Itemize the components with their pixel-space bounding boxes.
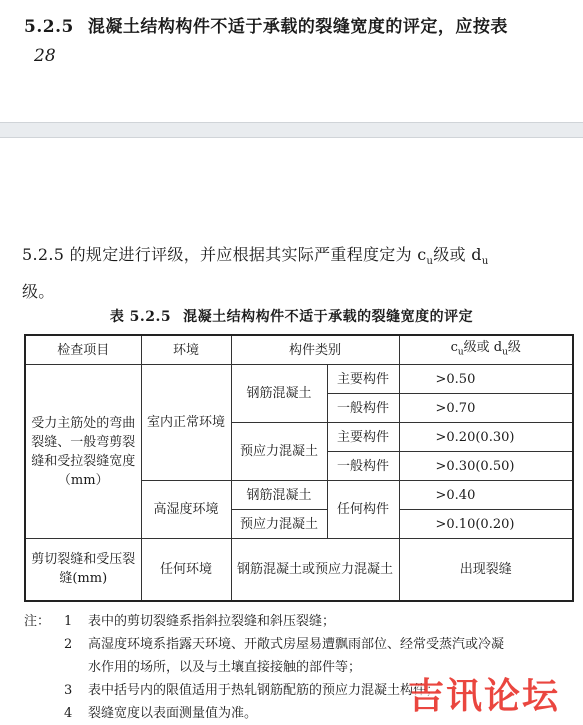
- subscript: u: [457, 347, 464, 358]
- table-title-text: 混凝土结构构件不适于承载的裂缝宽度的评定: [183, 309, 474, 325]
- text-run: 级或 d: [463, 339, 503, 355]
- note-item: [24, 633, 574, 656]
- cell-limit: >0.10(0.20): [399, 510, 573, 539]
- watermark-text: 吉讯论坛: [408, 676, 561, 717]
- cell-shear-item: 剪切裂缝和受压裂缝(mm): [25, 539, 141, 601]
- cell-limit: >0.50: [399, 365, 573, 394]
- note-number: 4: [64, 706, 73, 721]
- cell-env-humid: 高湿度环境: [141, 481, 231, 539]
- cell-limit: >0.70: [399, 394, 573, 423]
- text-run: 级: [507, 339, 521, 355]
- header-type: 构件类别: [231, 335, 399, 365]
- cell-main-member: 主要构件: [327, 365, 399, 394]
- continuation-line-2: 级。: [22, 282, 55, 302]
- header-grade: [399, 335, 573, 365]
- cell-main-item: 受力主筋处的弯曲裂缝、一般弯剪裂缝和受拉裂缝宽度（mm）: [25, 365, 141, 539]
- cell-appear: 出现裂缝: [399, 539, 573, 601]
- forum-watermark: [398, 664, 578, 716]
- page-number: 28: [34, 46, 56, 66]
- subscript: u: [426, 256, 434, 268]
- continuation-paragraph: [22, 240, 489, 307]
- continuation-line-1: [22, 240, 489, 277]
- note-text: 表中的剪切裂缝系指斜拉裂缝和斜压裂缝；: [88, 614, 336, 629]
- previous-page-fragment: [0, 0, 583, 120]
- header-item: 检查项目: [25, 335, 141, 365]
- cell-general-member: 一般构件: [327, 394, 399, 423]
- subscript: u: [481, 256, 489, 268]
- cell-general-member: 一般构件: [327, 452, 399, 481]
- cell-limit: >0.20(0.30): [399, 423, 573, 452]
- note-number: 1: [64, 614, 73, 629]
- notes-label: 注：: [24, 614, 51, 629]
- note-number: 2: [64, 637, 73, 652]
- header-env: 环境: [141, 335, 231, 365]
- cell-any-env: 任何环境: [141, 539, 231, 601]
- cell-pc: 预应力混凝土: [231, 510, 327, 539]
- cell-rc: 钢筋混凝土: [231, 365, 327, 423]
- cell-main-member: 主要构件: [327, 423, 399, 452]
- note-item: [24, 610, 574, 633]
- section-heading-text: 混凝土结构构件不适于承载的裂缝宽度的评定，应按表: [87, 17, 508, 37]
- subscript: u: [502, 347, 508, 358]
- cell-limit: >0.30(0.50): [399, 452, 573, 481]
- cell-any-member: 任何构件: [327, 481, 399, 539]
- cell-pc: 预应力混凝土: [231, 423, 327, 481]
- section-number: 5.2.5: [24, 17, 74, 37]
- cell-rc-or-pc: 钢筋混凝土或预应力混凝土: [231, 539, 399, 601]
- page-separator: [0, 122, 583, 138]
- note-text: 水作用的场所，以及与土壤直接接触的部件等；: [88, 660, 362, 675]
- text-run: 5.2.5 的规定进行评级，并应根据其实际严重程度定为 c: [22, 245, 427, 264]
- note-text: 裂缝宽度以表面测量值为准。: [88, 706, 258, 721]
- table-number: 表 5.2.5: [109, 309, 172, 325]
- crack-width-table: [24, 334, 574, 602]
- cell-limit: >0.40: [399, 481, 573, 510]
- note-number: 3: [64, 683, 73, 698]
- table-title: [0, 306, 583, 326]
- section-heading: [24, 12, 508, 37]
- cell-rc: 钢筋混凝土: [231, 481, 327, 510]
- note-text: 高湿度环境系指露天环境、开敞式房屋易遭飘雨部位、经常受蒸汽或冷凝: [88, 637, 505, 652]
- cell-env-indoor: 室内正常环境: [141, 365, 231, 481]
- text-run: c: [450, 339, 458, 355]
- text-run: 级或 d: [433, 245, 482, 264]
- note-number: [64, 656, 88, 679]
- note-text: 表中括号内的限值适用于热轧钢筋配筋的预应力混凝土构件；: [88, 683, 440, 698]
